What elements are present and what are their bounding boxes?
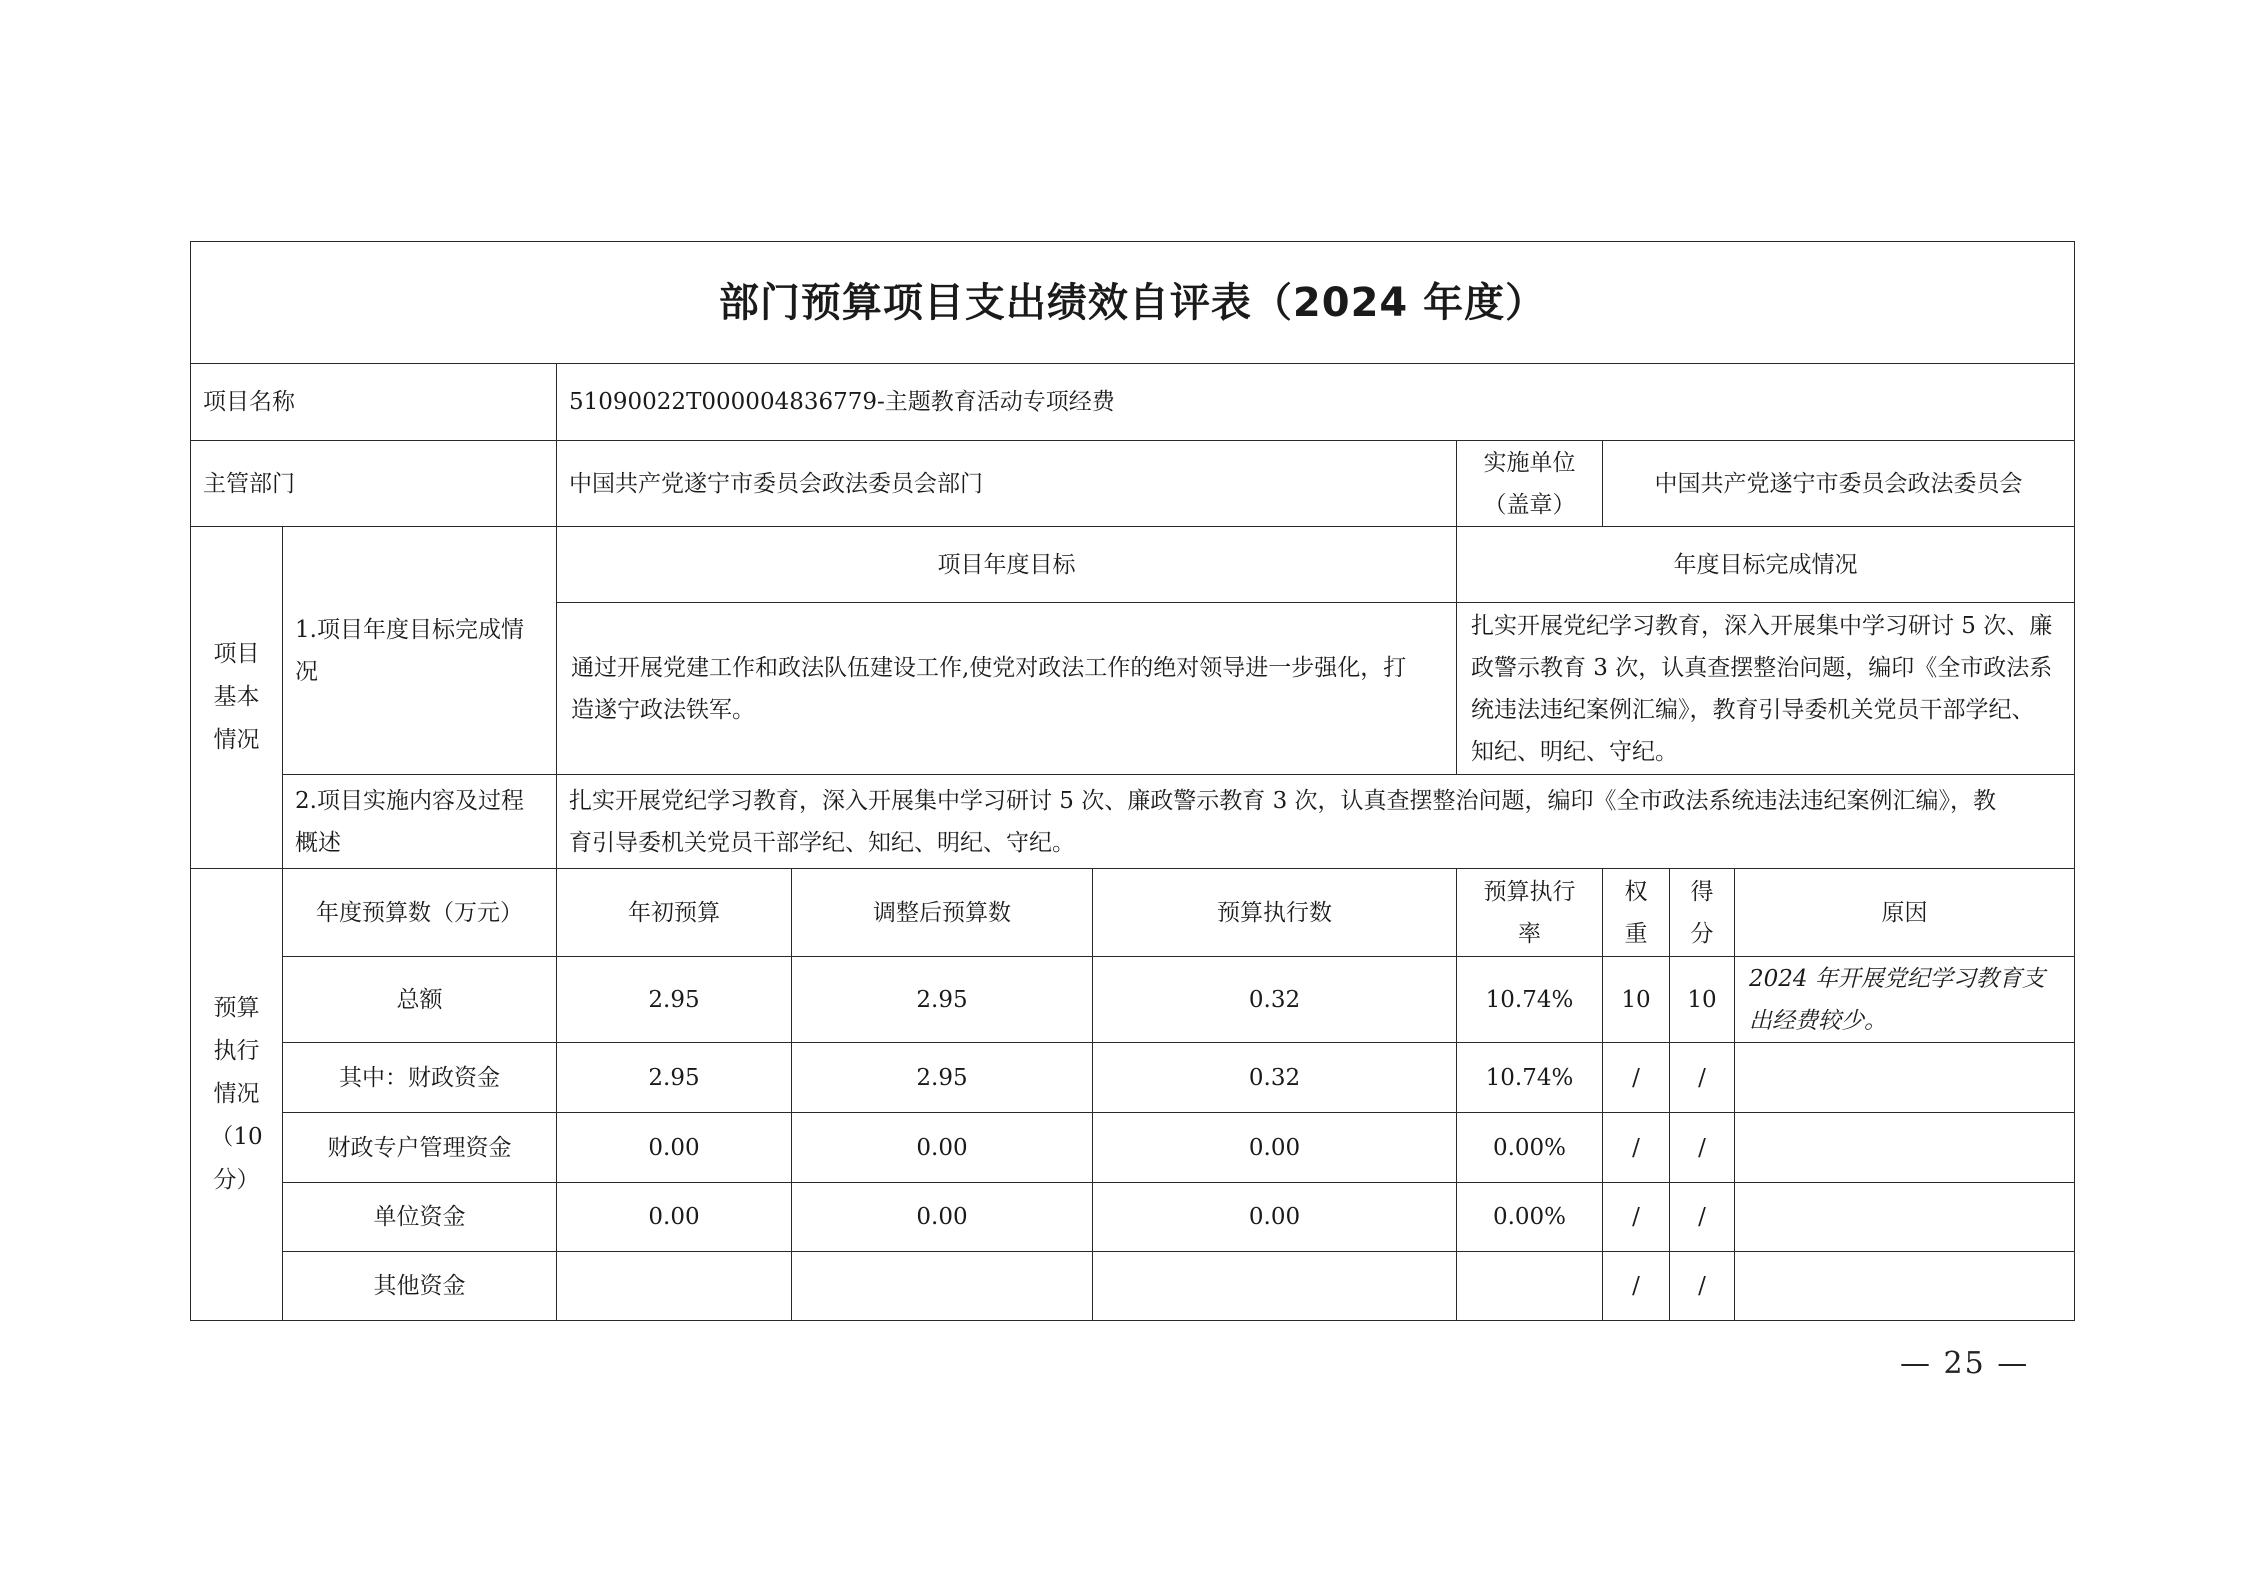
text-line: 扎实开展党纪学习教育，深入开展集中学习研讨 5 次、廉政警示教育 3 次，认真查摆整治问题，编印《全市政法系统违法违纪案例汇编》，教 [569, 787, 1997, 814]
text-line: 统违法违纪案例汇编》，教育引导委机关党员干部学纪、 [1471, 696, 2035, 723]
rate-value: 0.00% [1457, 1113, 1603, 1183]
score-value: / [1670, 1113, 1735, 1183]
department-value: 中国共产党遂宁市委员会政法委员会部门 [557, 441, 1457, 527]
side-label-line: 情况 [213, 727, 260, 753]
label-line: 概述 [295, 829, 341, 856]
row-label: 单位资金 [283, 1183, 557, 1252]
header-score [1670, 869, 1735, 957]
executed-value: 0.32 [1093, 1043, 1457, 1113]
weight-value: 10 [1603, 957, 1670, 1043]
row-label: 总额 [283, 957, 557, 1043]
completion-text [1457, 603, 2075, 775]
header-reason: 原因 [1735, 869, 2075, 957]
project-name-label: 项目名称 [191, 364, 557, 441]
impl-unit-value: 中国共产党遂宁市委员会政法委员会 [1603, 441, 2075, 527]
annual-target-text [557, 603, 1457, 775]
row-label: 财政专户管理资金 [283, 1113, 557, 1183]
text-line: 扎实开展党纪学习教育，深入开展集中学习研讨 5 次、廉 [1471, 612, 2053, 639]
header-line: 预算执行 [1483, 878, 1576, 905]
rate-value: 10.74% [1457, 957, 1603, 1043]
page-number: — 25 — [1900, 1346, 2030, 1381]
initial-value [557, 1252, 792, 1321]
executed-value: 0.00 [1093, 1113, 1457, 1183]
reason-text [1735, 1113, 2075, 1183]
adjusted-value: 2.95 [792, 1043, 1093, 1113]
side-label-line: 情况 [213, 1081, 260, 1107]
label-line: 1.项目年度目标完成情 [295, 616, 524, 643]
text-line: 通过开展党建工作和政法队伍建设工作,使党对政法工作的绝对领导进一步强化，打 [571, 654, 1407, 681]
rate-value: 10.74% [1457, 1043, 1603, 1113]
initial-value: 2.95 [557, 1043, 792, 1113]
weight-value: / [1603, 1043, 1670, 1113]
side-label-line: （10 [210, 1124, 263, 1150]
executed-value [1093, 1252, 1457, 1321]
reason-line: 出经费较少。 [1749, 1007, 1887, 1034]
impl-unit-label-line: （盖章） [1483, 491, 1576, 518]
header-annual-budget: 年度预算数（万元） [283, 869, 557, 957]
side-label-line: 预算 [213, 995, 260, 1021]
performance-evaluation-table [190, 241, 2075, 1321]
project-name-value: 51090022T000004836779-主题教育活动专项经费 [557, 364, 2075, 441]
completion-header: 年度目标完成情况 [1457, 527, 2075, 603]
header-line: 得 [1690, 878, 1714, 905]
table-title: 部门预算项目支出绩效自评表（2024 年度） [191, 242, 2075, 364]
side-label-line: 基本 [213, 684, 260, 710]
row-label: 其中：财政资金 [283, 1043, 557, 1113]
header-execution-rate [1457, 869, 1603, 957]
header-line: 权 [1624, 878, 1648, 905]
adjusted-value: 2.95 [792, 957, 1093, 1043]
header-line: 分 [1690, 920, 1714, 947]
weight-value: / [1603, 1252, 1670, 1321]
header-line: 重 [1624, 920, 1648, 947]
header-executed: 预算执行数 [1093, 869, 1457, 957]
impl-unit-label-line: 实施单位 [1483, 449, 1576, 476]
table-row [191, 1183, 2075, 1252]
header-initial-budget: 年初预算 [557, 869, 792, 957]
rate-value: 0.00% [1457, 1183, 1603, 1252]
text-line: 造遂宁政法铁军。 [571, 696, 755, 723]
table-row [191, 1252, 2075, 1321]
budget-side-label [191, 869, 283, 1321]
reason-text [1735, 1043, 2075, 1113]
initial-value: 0.00 [557, 1183, 792, 1252]
score-value: / [1670, 1043, 1735, 1113]
score-value: / [1670, 1183, 1735, 1252]
side-label-line: 项目 [213, 641, 260, 667]
reason-text [1735, 1183, 2075, 1252]
side-label-line: 执行 [213, 1038, 260, 1064]
reason-text [1735, 1252, 2075, 1321]
header-weight [1603, 869, 1670, 957]
table-row [191, 1113, 2075, 1183]
executed-value: 0.00 [1093, 1183, 1457, 1252]
score-value: / [1670, 1252, 1735, 1321]
reason-line: 2024 年开展党纪学习教育支 [1749, 965, 2045, 992]
row-label: 其他资金 [283, 1252, 557, 1321]
weight-value: / [1603, 1183, 1670, 1252]
rate-value [1457, 1252, 1603, 1321]
target-completion-label [283, 527, 557, 775]
header-adjusted-budget: 调整后预算数 [792, 869, 1093, 957]
adjusted-value: 0.00 [792, 1113, 1093, 1183]
initial-value: 2.95 [557, 957, 792, 1043]
header-line: 率 [1518, 920, 1541, 947]
implementation-label [283, 775, 557, 869]
impl-unit-label [1457, 441, 1603, 527]
department-label: 主管部门 [191, 441, 557, 527]
label-line: 况 [295, 658, 318, 685]
initial-value: 0.00 [557, 1113, 792, 1183]
side-label-line: 分） [213, 1167, 260, 1193]
table-row [191, 957, 2075, 1043]
table-row [191, 1043, 2075, 1113]
adjusted-value: 0.00 [792, 1183, 1093, 1252]
label-line: 2.项目实施内容及过程 [295, 787, 524, 814]
basic-info-side-label [191, 527, 283, 869]
score-value: 10 [1670, 957, 1735, 1043]
annual-target-header: 项目年度目标 [557, 527, 1457, 603]
executed-value: 0.32 [1093, 957, 1457, 1043]
reason-text [1735, 957, 2075, 1043]
implementation-text [557, 775, 2075, 869]
adjusted-value [792, 1252, 1093, 1321]
text-line: 知纪、明纪、守纪。 [1471, 738, 1678, 765]
text-line: 育引导委机关党员干部学纪、知纪、明纪、守纪。 [569, 829, 1075, 856]
weight-value: / [1603, 1113, 1670, 1183]
text-line: 政警示教育 3 次，认真查摆整治问题，编印《全市政法系 [1471, 654, 2053, 681]
